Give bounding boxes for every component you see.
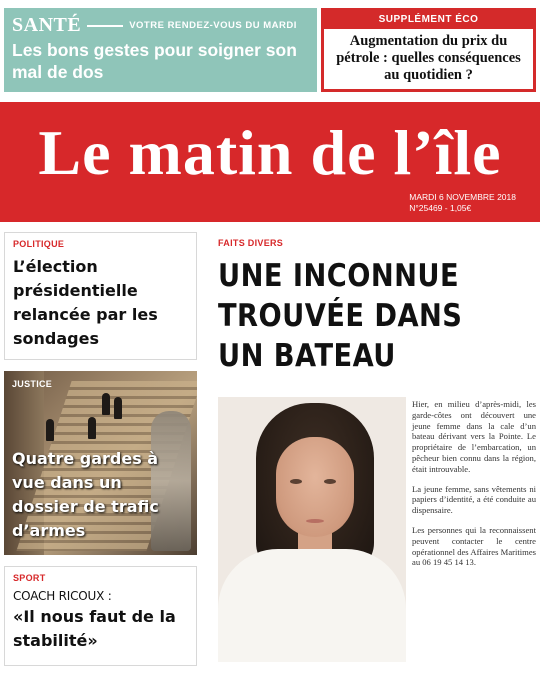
sante-headline: Les bons gestes pour soigner son mal de dos <box>12 40 297 82</box>
politique-teaser[interactable] <box>4 232 197 360</box>
sport-coach-name: COACH RICOUX : <box>13 589 112 603</box>
issue-date: MARDI 6 NOVEMBRE 2018 <box>409 192 516 202</box>
newspaper-title: Le matin de l’île <box>38 117 502 188</box>
sport-quote: «Il nous faut de la stabilité» <box>13 607 176 650</box>
article-paragraph: La jeune femme, sans vêtements ni papiers d’identité, a été conduite au dispensaire. <box>412 483 536 516</box>
eco-supplement-box[interactable] <box>321 8 536 92</box>
issue-number-price: N°25469 - 1,05€ <box>409 203 472 213</box>
headline-line: TROUVÉE DANS <box>218 298 463 334</box>
sante-section-title: SANTÉ <box>12 14 82 36</box>
faits-divers-kicker: FAITS DIVERS <box>218 238 284 248</box>
person-figure <box>102 393 110 415</box>
woman-portrait-photo <box>218 397 406 662</box>
eco-supplement-label: SUPPLÉMENT ÉCO <box>324 11 533 29</box>
justice-kicker: JUSTICE <box>12 379 53 389</box>
person-figure <box>46 419 54 441</box>
justice-teaser[interactable] <box>4 371 197 555</box>
headline-line: UN BATEAU <box>218 338 396 374</box>
person-figure <box>114 397 122 419</box>
sport-kicker: SPORT <box>13 573 46 583</box>
article-body <box>412 399 536 577</box>
eco-headline: Augmentation du prix du pétrole : quelles conséquences au quotidien ? <box>336 33 521 83</box>
sante-divider <box>87 25 123 27</box>
headline-line: UNE INCONNUE <box>218 258 460 294</box>
issue-info <box>409 192 516 214</box>
person-figure <box>88 417 96 439</box>
justice-headline: Quatre gardes à vue dans un dossier de trafic d’armes <box>12 449 159 540</box>
sport-teaser[interactable] <box>4 566 197 666</box>
sante-tagline: VOTRE RENDEZ-VOUS DU MARDI <box>129 20 297 31</box>
article-paragraph: Les personnes qui la reconnaissent peuvent contacter le centre opérationnel des Affaires Maritimes au 06 19 45 14 13. <box>412 524 536 568</box>
article-paragraph: Hier, en milieu d’après-midi, les garde-côtes ont découvert une jeune femme dans la cale d’un bateau dérivant vers la Pointe. Le propriétaire de l’embarcation, un pêcheur bien connu dans la région, était introuvable. <box>412 399 536 474</box>
politique-kicker: POLITIQUE <box>13 239 65 249</box>
masthead <box>0 102 540 222</box>
main-headline[interactable] <box>218 256 498 376</box>
sante-teaser[interactable] <box>4 8 317 92</box>
politique-headline: L’élection présidentielle relancée par les sondages <box>13 257 158 348</box>
